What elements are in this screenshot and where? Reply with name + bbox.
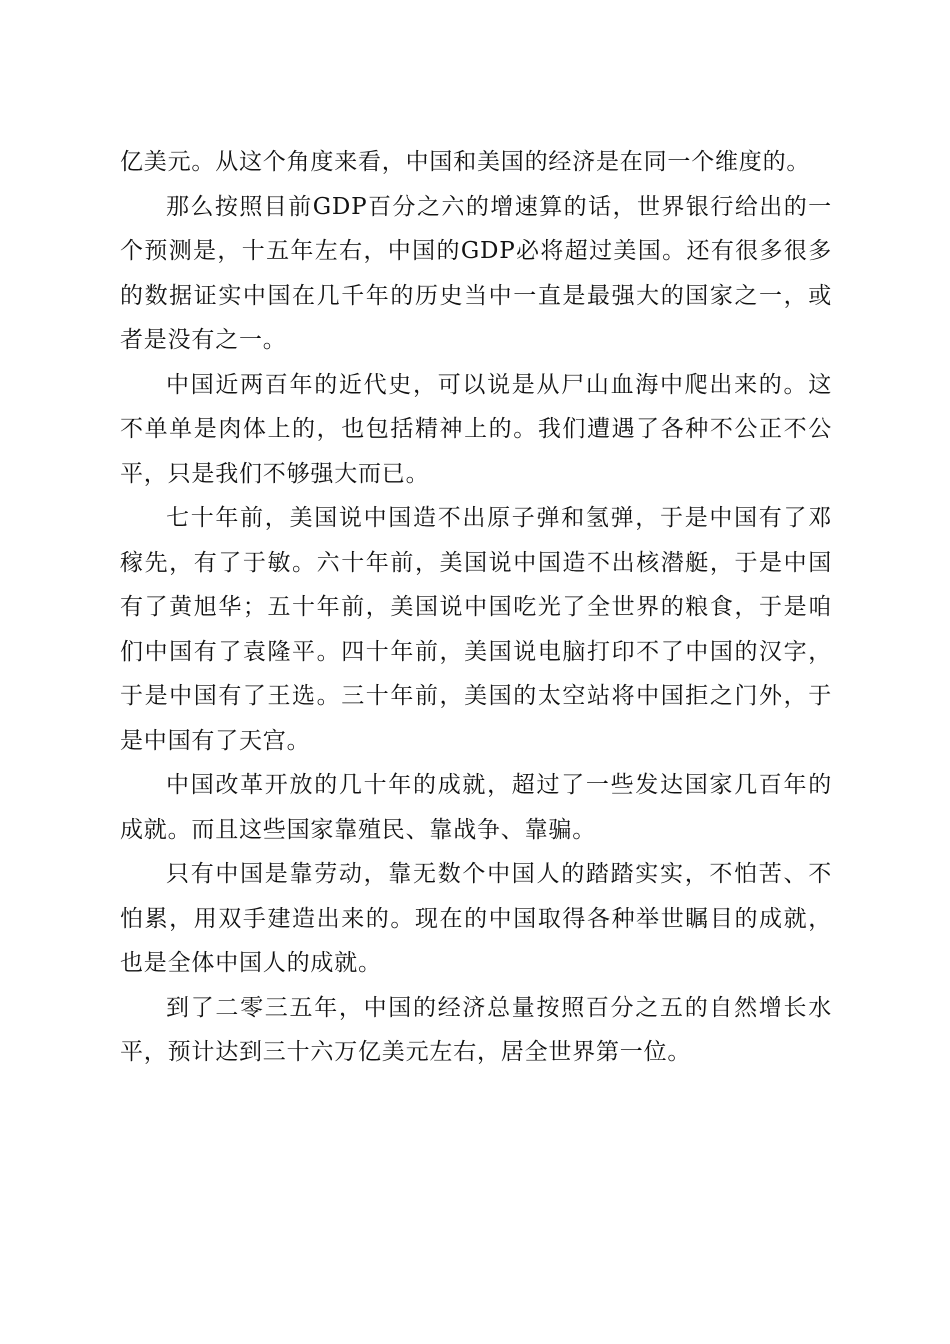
paragraph: 七十年前，美国说中国造不出原子弹和氢弹，于是中国有了邓稼先，有了于敏。六十年前，美国说中国造不出核潜艇，于是中国有了黄旭华；五十年前，美国说中国吃光了全世界的粮食，于是咱们中国有了袁隆平。四十年前，美国说电脑打印不了中国的汉字，于是中国有了王选。三十年前，美国的太空站将中国拒之门外，于是中国有了天宫。 <box>120 505 832 754</box>
paragraph: 中国改革开放的几十年的成就，超过了一些发达国家几百年的成就。而且这些国家靠殖民、靠战争、靠骗。 <box>120 772 832 843</box>
paragraph: 中国近两百年的近代史，可以说是从尸山血海中爬出来的。这不单单是肉体上的，也包括精神上的。我们遭遇了各种不公正不公平，只是我们不够强大而已。 <box>120 371 832 487</box>
paragraph: 那么按照目前GDP百分之六的增速算的话，世界银行给出的一个预测是，十五年左右，中国的GDP必将超过美国。还有很多很多的数据证实中国在几千年的历史当中一直是最强大的国家之一，或者是没有之一。 <box>120 193 832 353</box>
paragraph: 亿美元。从这个角度来看，中国和美国的经济是在同一个维度的。 <box>120 149 811 175</box>
document-body <box>120 140 832 1075</box>
paragraph: 到了二零三五年，中国的经济总量按照百分之五的自然增长水平，预计达到三十六万亿美元左右，居全世界第一位。 <box>120 994 832 1065</box>
paragraph: 只有中国是靠劳动，靠无数个中国人的踏踏实实，不怕苦、不怕累，用双手建造出来的。现在的中国取得各种举世瞩目的成就，也是全体中国人的成就。 <box>120 861 832 976</box>
